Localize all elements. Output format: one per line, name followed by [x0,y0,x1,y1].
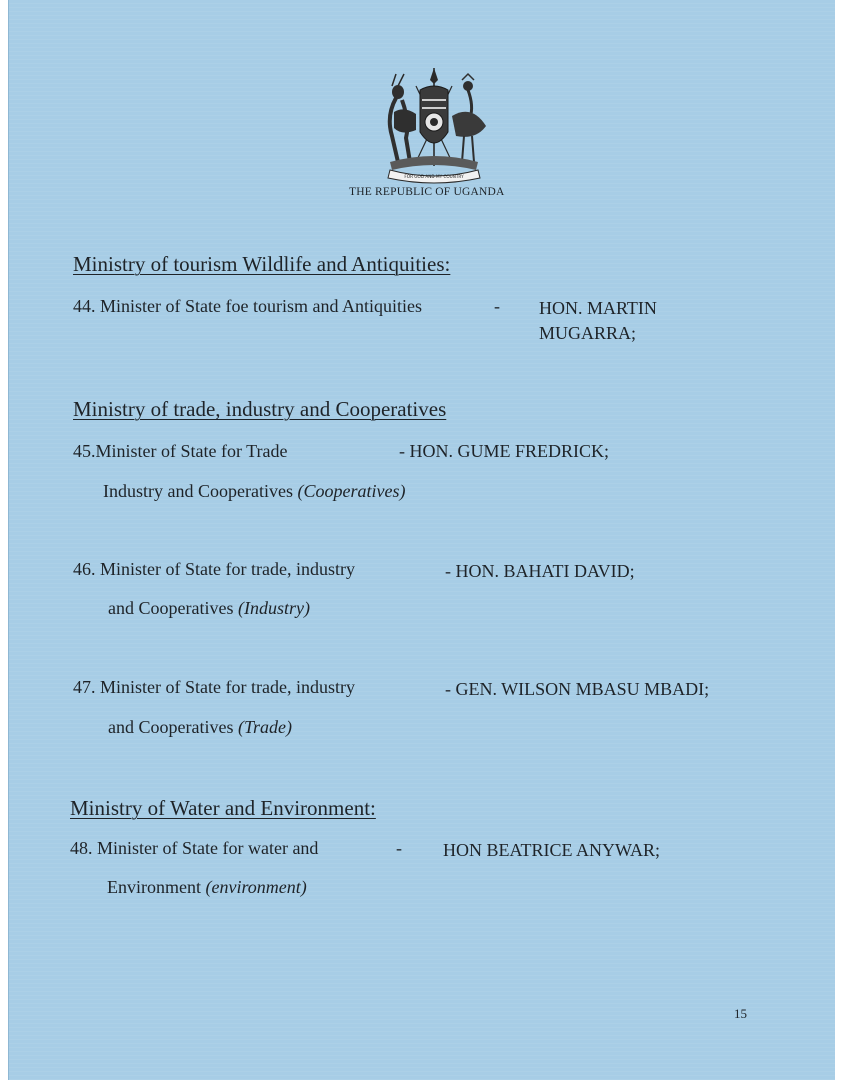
entry-48-subtitle [107,877,307,898]
crest-motto: FOR GOD AND MY COUNTRY [404,174,464,179]
entry-45-title: 45.Minister of State for Trade [73,441,288,461]
section-heading-water: Ministry of Water and Environment: [70,796,376,820]
republic-label: THE REPUBLIC OF UGANDA [349,186,505,198]
entry-46-subtitle-text: and Cooperatives [108,598,234,618]
entry-46-portfolio: (Industry) [237,598,310,618]
section-heading-trade: Ministry of trade, industry and Cooperatives [73,397,447,421]
entry-48-subtitle-text: Environment [107,877,201,897]
entry-45-name: - HON. GUME FREDRICK; [399,441,610,461]
entry-44-title: 44. Minister of State foe tourism and Antiquities [73,296,422,316]
entry-44-name-line1: HON. MARTIN [539,298,657,318]
entry-48-portfolio: (environment) [205,877,307,897]
document-page [8,0,835,1080]
entry-45-portfolio: (Cooperatives) [297,481,406,501]
entry-46-subtitle [108,598,310,619]
entry-44-name-line2: MUGARRA; [539,323,637,343]
entry-47-subtitle [108,717,292,738]
entry-47-subtitle-text: and Cooperatives [108,717,234,737]
entry-47-portfolio: (Trade) [237,717,292,737]
entry-44-dash: - [494,296,500,316]
entry-48-title: 48. Minister of State for water and [70,838,319,858]
entry-48-name: HON BEATRICE ANYWAR; [443,840,661,860]
entry-48-dash: - [396,838,402,858]
entry-45-subtitle [103,481,405,502]
entry-47-title: 47. Minister of State for trade, industry [73,677,355,697]
entry-46-title: 46. Minister of State for trade, industry [73,559,355,579]
uganda-coat-of-arms-icon [376,66,492,186]
entry-47-name: - GEN. WILSON MBASU MBADI; [445,679,710,699]
entry-46-name: - HON. BAHATI DAVID; [445,561,635,581]
entry-45-subtitle-text: Industry and Cooperatives [103,481,293,501]
section-heading-tourism: Ministry of tourism Wildlife and Antiquities: [73,252,451,276]
page-number: 15 [734,1006,747,1021]
